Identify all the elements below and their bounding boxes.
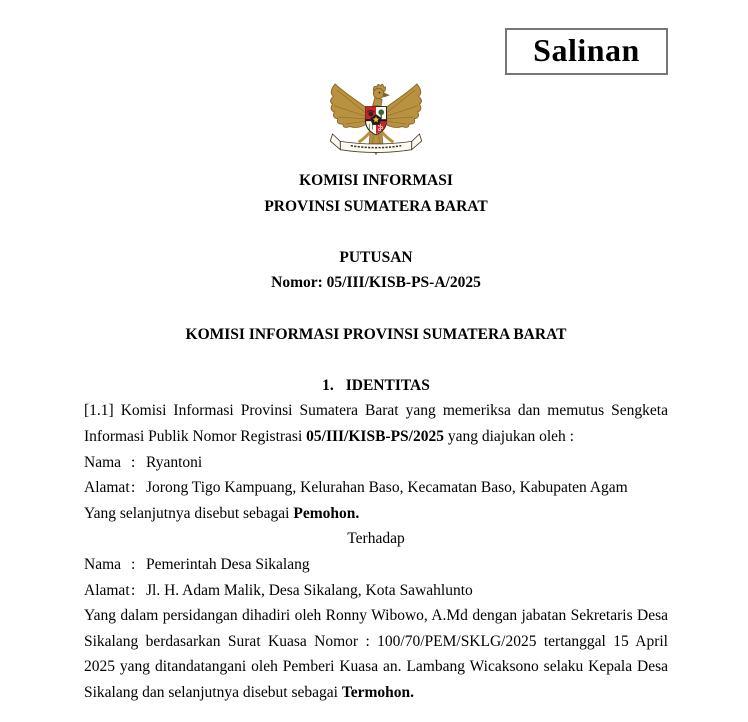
- pemohon-alamat-sep: :: [131, 479, 136, 497]
- pemohon-nama-value: Ryantoni: [146, 453, 203, 471]
- termohon-term: Termohon.: [341, 683, 415, 701]
- para-1-1-text-after: yang diajukan oleh :: [443, 427, 574, 445]
- para-1-1-text-before: [1.1] Komisi Informasi Provinsi Sumatera Barat yang memeriksa dan memutus Sengketa Informasi Publik Nomor Registrasi: [84, 402, 668, 445]
- termohon-nama-row: [84, 552, 668, 578]
- termohon-alamat-sep: :: [131, 581, 136, 599]
- section-number: 1.: [322, 376, 334, 394]
- org-name-line1: KOMISI INFORMASI: [299, 172, 453, 189]
- termohon-paragraph-text: Yang dalam persidangan dihadiri oleh Ronny Wibowo, A.Md dengan jabatan Sekretaris Desa Sikalang berdasarkan Surat Kuasa Nomor : 100/70/PEM/SKLG/2025 tertanggal 15 April 2025 yang ditandatangani oleh Pemberi Kuasa an. Lambang Wicaksono selaku Kepala Desa Sikalang dan selanjutnya disebut sebagai: [84, 607, 668, 701]
- garuda-pancasila-icon: [328, 77, 424, 164]
- pemohon-term: Pemohon.: [293, 504, 360, 522]
- body-heading: KOMISI INFORMASI PROVINSI SUMATERA BARAT: [185, 325, 567, 343]
- salinan-stamp-label: Salinan: [533, 31, 640, 68]
- pemohon-alamat-label: Alamat: [84, 479, 130, 497]
- doc-number: Nomor: 05/III/KISB-PS-A/2025: [271, 274, 481, 292]
- pemohon-nama-row: [84, 450, 668, 476]
- termohon-alamat-value: Jl. H. Adam Malik, Desa Sikalang, Kota Sawahlunto: [146, 581, 473, 599]
- termohon-nama-label: Nama: [84, 555, 122, 573]
- against-label: Terhadap: [347, 530, 405, 548]
- section-identitas-heading: [84, 373, 668, 399]
- termohon-nama-value: Pemerintah Desa Sikalang: [146, 555, 310, 573]
- registration-number: 05/III/KISB-PS/2025: [306, 427, 444, 445]
- pemohon-nama-sep: :: [131, 453, 136, 471]
- para-1-1: [84, 398, 668, 449]
- pemohon-alamat-value: Jorong Tigo Kampuang, Kelurahan Baso, Kecamatan Baso, Kabupaten Agam: [146, 479, 628, 497]
- salinan-stamp-box: [505, 28, 668, 75]
- termohon-nama-sep: :: [131, 555, 136, 573]
- termohon-alamat-label: Alamat: [84, 581, 130, 599]
- org-name-line2: PROVINSI SUMATERA BARAT: [264, 197, 488, 215]
- pemohon-nama-label: Nama: [84, 453, 122, 471]
- pemohon-closing: [84, 501, 668, 527]
- termohon-alamat-row: [84, 578, 668, 604]
- emblem-container: [84, 77, 668, 165]
- section-label: IDENTITAS: [345, 376, 430, 394]
- pemohon-alamat-row: [84, 475, 668, 501]
- pemohon-closing-text: Yang selanjutnya disebut sebagai: [84, 504, 294, 522]
- termohon-paragraph: [84, 603, 668, 705]
- doc-type-title: PUTUSAN: [339, 248, 413, 266]
